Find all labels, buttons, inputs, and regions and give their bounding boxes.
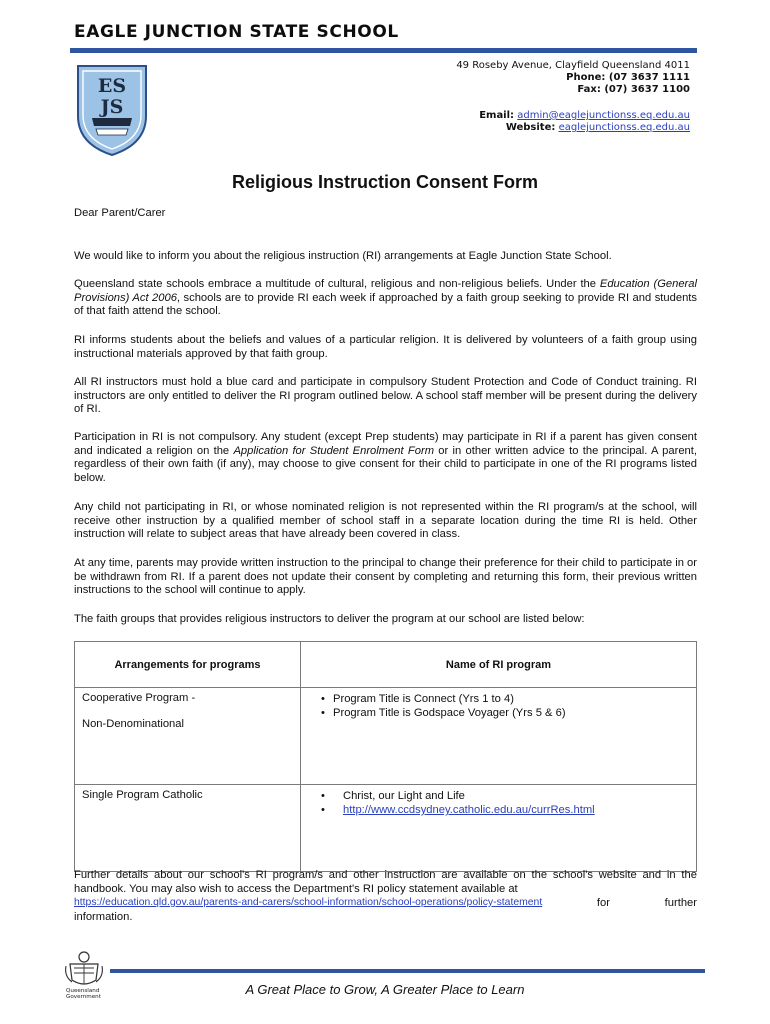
svg-text:ES: ES	[97, 75, 127, 97]
svg-text:Government: Government	[66, 994, 101, 1000]
paragraph-change-preference: At any time, parents may provide written instruction to the principal to change their preference for their child to participate in or be withdrawn from RI. If a parent does not update their consent by completing and returning this form, their previous written instructions to the school will continue to apply.	[74, 557, 697, 597]
phone: Phone: (07 3637 1111	[566, 72, 690, 83]
paragraph-non-participation: Any child not participating in RI, or whose nominated religion is not represented within the RI program/s at the school, will receive other instruction by a qualified member of school staff in a separate location during the time RI is held. Other instruction will relate to subject areas that have already been covered in class.	[74, 501, 697, 541]
school-crest-icon	[74, 62, 150, 158]
paragraph-ri-informs: RI informs students about the beliefs and values of a particular religion. It is delivered by volunteers of a faith group using instructional materials approved by that faith group.	[74, 334, 697, 360]
greeting: Dear Parent/Carer	[74, 207, 166, 219]
enrolment-form-title: Application for Student Enrolment Form	[233, 444, 435, 457]
fax: Fax: (07) 3637 1100	[577, 84, 690, 95]
svg-text:JS: JS	[100, 96, 124, 118]
list-item: • Program Title is Godspace Voyager (Yrs 5 & 6)	[321, 707, 566, 719]
email-label: Email:	[479, 110, 515, 121]
policy-statement-link[interactable]: https://education.qld.gov.au/parents-and-carers/school-information/school-operations/policy-statement	[74, 897, 543, 908]
header-rule	[70, 48, 697, 53]
paragraph-intro: We would like to inform you about the religious instruction (RI) arrangements at Eagle Junction State School.	[74, 250, 612, 262]
act-title: Education (General Provisions) Act 2006	[74, 278, 697, 304]
arrangement-cell: Single Program Catholic	[75, 785, 301, 872]
program-cell	[301, 785, 697, 872]
website-link[interactable]: eaglejunctionss.eq.edu.au	[558, 122, 690, 133]
ri-programs-table	[74, 641, 697, 872]
column-header: Name of RI program	[301, 642, 697, 688]
paragraph-participation: Participation in RI is not compulsory. Any student (except Prep students) may participate in RI if a parent has given consent and indicated a religion on the Application for Student Enrolment Form or in other written advice to the principal. A parent, regardless of their own faith (if any), may choose to give consent for their child to participate in one of the RI programs listed below.	[74, 431, 697, 484]
footer-tagline: A Great Place to Grow, A Greater Place to Learn	[245, 982, 525, 997]
contact-block	[456, 60, 690, 134]
paragraph-faith-groups: The faith groups that provides religious instructors to deliver the program at our school are listed below:	[74, 613, 585, 625]
list-item: • Program Title is Connect (Yrs 1 to 4)	[321, 693, 514, 705]
arrangement-cell: Cooperative Program - Non-Denominational	[75, 688, 301, 785]
footer-rule	[110, 969, 705, 973]
column-header: Arrangements for programs	[75, 642, 301, 688]
paragraph-instructors: All RI instructors must hold a blue card and participate in compulsory Student Protection and Code of Conduct training. RI instructors are only entitled to deliver the RI program outlined below. A school staff member will be present during the delivery of RI.	[74, 376, 697, 416]
table-row	[75, 688, 697, 785]
table-header-row	[75, 642, 697, 688]
page-title: Religious Instruction Consent Form	[231, 172, 538, 192]
table-row	[75, 785, 697, 872]
program-cell	[301, 688, 697, 785]
further-details: Further details about our school's RI program/s and other instruction are available on the school's website and in the handbook. You may also wish to access the Department's RI policy statement available at https://education.qld.gov.au/parents-and-carers/school-information/school-operations/policy-statement for further information.	[74, 869, 697, 923]
paragraph-beliefs: Queensland state schools embrace a multitude of cultural, religious and non-religious beliefs. Under the Education (General Provisions) Act 2006, schools are to provide RI each week if approached by a faith group seeking to provide RI and students of that faith attend the school.	[74, 278, 697, 318]
catholic-curriculum-link[interactable]: http://www.ccdsydney.catholic.edu.au/currRes.html	[343, 804, 595, 816]
website-label: Website:	[505, 122, 556, 133]
svg-text:Queensland: Queensland	[66, 988, 100, 994]
email-link[interactable]: admin@eaglejunctionss.eq.edu.au	[517, 110, 690, 121]
address: 49 Roseby Avenue, Clayfield Queensland 4011	[456, 60, 690, 71]
list-item: • http://www.ccdsydney.catholic.edu.au/currRes.html	[321, 804, 595, 816]
school-name: EAGLE JUNCTION STATE SCHOOL	[74, 22, 399, 42]
list-item: • Christ, our Light and Life	[321, 790, 465, 802]
